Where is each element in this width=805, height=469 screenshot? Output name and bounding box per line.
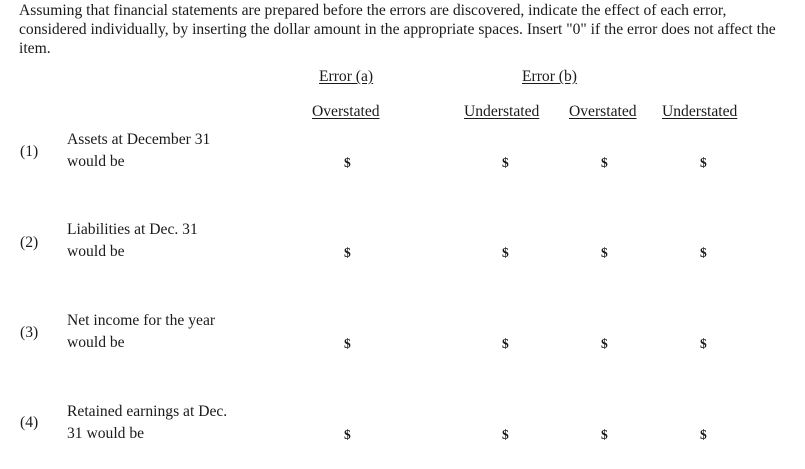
amount-cell[interactable]: $ bbox=[502, 427, 509, 442]
column-header-error-a-overstated: Overstated bbox=[312, 103, 380, 120]
amount-cell[interactable]: $ bbox=[344, 245, 351, 260]
row-label-line2: would be bbox=[67, 334, 125, 351]
amount-cell[interactable]: $ bbox=[601, 155, 608, 170]
column-header-error-b-understated: Understated bbox=[662, 103, 738, 120]
row-label-line1: Assets at December 31 bbox=[67, 131, 211, 148]
row-label-line1: Net income for the year bbox=[67, 312, 216, 329]
amount-cell[interactable]: $ bbox=[344, 155, 351, 170]
row-label-line2: 31 would be bbox=[67, 425, 145, 442]
row-label-line2: would be bbox=[67, 153, 125, 170]
amount-cell[interactable]: $ bbox=[344, 427, 351, 442]
row-number: (1) bbox=[20, 143, 39, 160]
row-label bbox=[67, 401, 267, 445]
instructions-text: Assuming that financial statements are prepared before the errors are discovered, indicate the effect of each error, considered individually, by inserting the dollar amount in the appropriate spaces. Insert "0" if the error does not affect the item. bbox=[19, 2, 776, 57]
row-label-line1: Liabilities at Dec. 31 bbox=[67, 221, 198, 238]
amount-cell[interactable]: $ bbox=[601, 427, 608, 442]
row-label bbox=[67, 310, 267, 354]
error-a-header: Error (a) bbox=[319, 68, 374, 85]
column-header-error-b-overstated: Overstated bbox=[569, 103, 637, 120]
amount-cell[interactable]: $ bbox=[502, 155, 509, 170]
amount-cell[interactable]: $ bbox=[344, 336, 351, 351]
amount-cell[interactable]: $ bbox=[502, 245, 509, 260]
error-b-header: Error (b) bbox=[522, 68, 577, 85]
amount-cell[interactable]: $ bbox=[502, 336, 509, 351]
row-number: (2) bbox=[20, 234, 39, 251]
amount-cell[interactable]: $ bbox=[601, 336, 608, 351]
row-number: (3) bbox=[20, 324, 39, 341]
column-header-error-a-understated: Understated bbox=[464, 103, 540, 120]
amount-cell[interactable]: $ bbox=[601, 245, 608, 260]
row-label-line1: Retained earnings at Dec. bbox=[67, 403, 228, 420]
amount-cell[interactable]: $ bbox=[700, 155, 707, 170]
row-number: (4) bbox=[20, 414, 39, 431]
amount-cell[interactable]: $ bbox=[700, 427, 707, 442]
row-label bbox=[67, 219, 267, 263]
row-label-line2: would be bbox=[67, 243, 125, 260]
amount-cell[interactable]: $ bbox=[700, 336, 707, 351]
row-label bbox=[67, 129, 267, 173]
amount-cell[interactable]: $ bbox=[700, 245, 707, 260]
